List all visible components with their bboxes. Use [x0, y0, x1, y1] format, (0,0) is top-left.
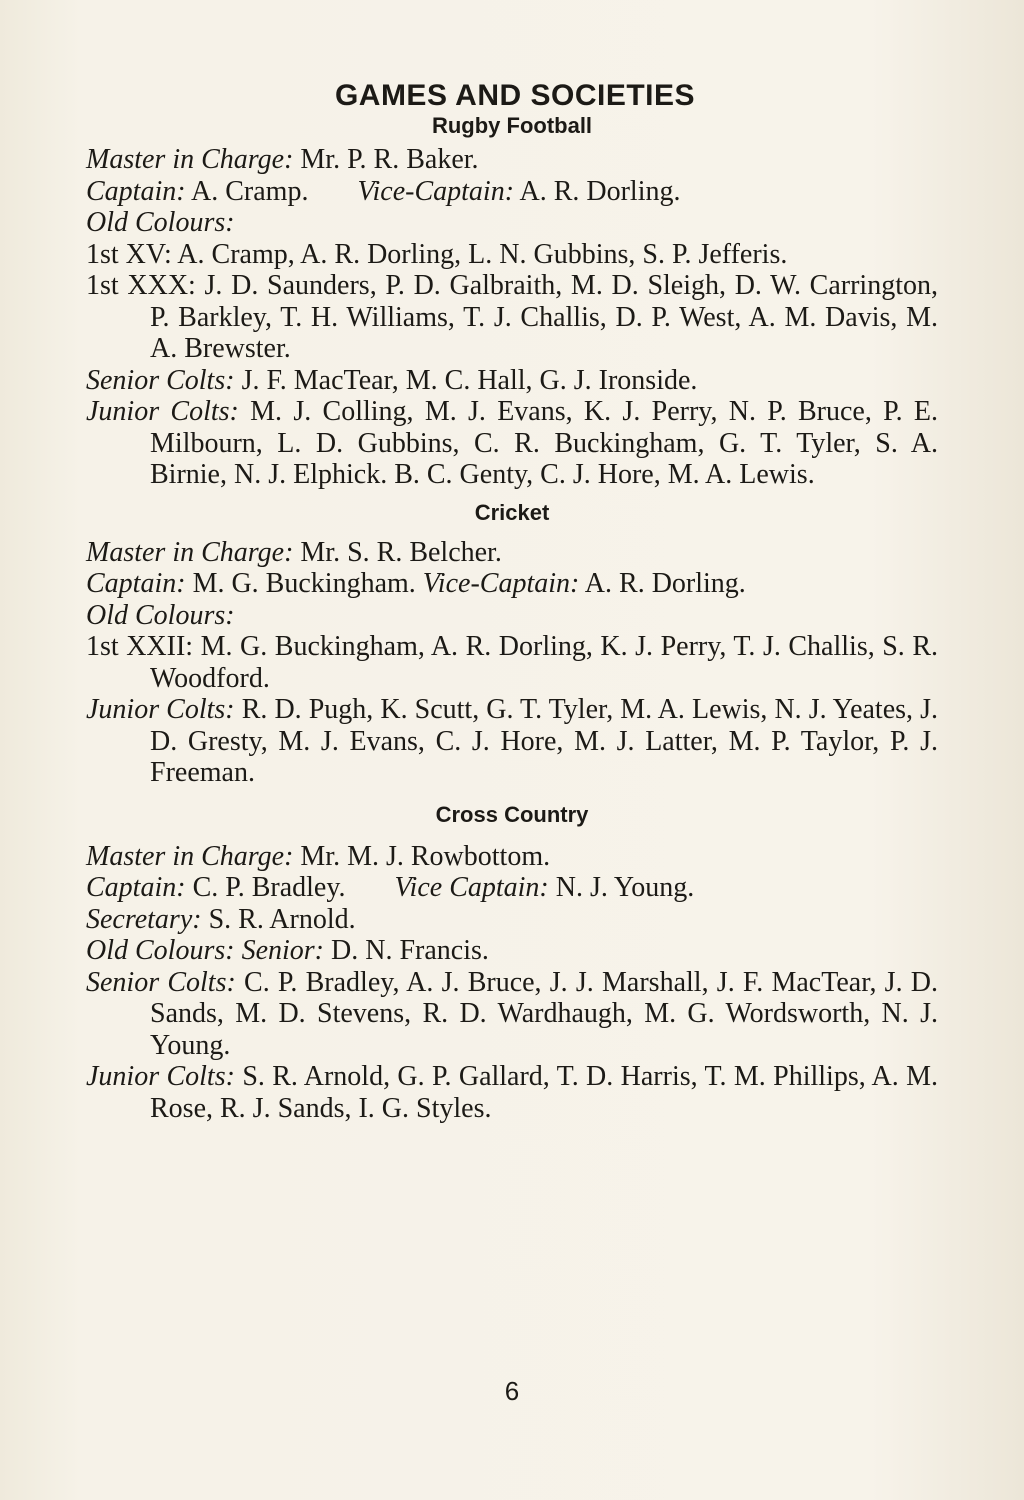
label-captain: Captain:: [86, 872, 186, 903]
label-junior-colts: Junior Colts:: [86, 396, 239, 427]
label-master: Master in Charge:: [86, 840, 294, 872]
label-first-xxx: 1st XXX:: [86, 270, 196, 301]
section-heading-cross-country: Cross Country: [435, 801, 589, 827]
label-master: Master in Charge:: [86, 144, 294, 175]
label-junior-colts: Junior Colts:: [86, 1061, 235, 1092]
value-vice-captain: A. R. Dorling.: [584, 568, 746, 599]
xc-old-colours-line: [86, 935, 938, 967]
rugby-old-colours-line: [86, 207, 938, 239]
label-junior-colts: Junior Colts:: [86, 694, 235, 725]
value-captain: M. G. Buckingham.: [192, 568, 416, 599]
xc-junior-colts-line: [86, 1061, 938, 1124]
section-heading-rugby: Rugby Football: [431, 113, 593, 138]
label-first-xxii: 1st XXII:: [86, 631, 194, 662]
value-senior-colts: J. F. MacTear, M. C. Hall, G. J. Ironside.: [241, 364, 698, 396]
xc-master-line: [86, 841, 938, 873]
value-captain: C. P. Bradley.: [192, 872, 346, 903]
section-heading-cricket: Cricket: [474, 499, 550, 525]
label-old-colours: Old Colours:: [86, 207, 235, 238]
cricket-first-xxii-line: [86, 631, 938, 694]
label-captain: Captain:: [86, 568, 186, 599]
label-vice-captain: Vice-Captain:: [357, 175, 515, 207]
rugby-section: [86, 112, 938, 491]
rugby-master-line: [86, 144, 938, 176]
value-secretary: S. R. Arnold.: [208, 903, 356, 935]
value-captain: A. Cramp.: [191, 175, 309, 207]
rugby-captain-line: [86, 176, 938, 208]
label-master: Master in Charge:: [86, 536, 294, 568]
value-junior-colts: M. J. Colling, M. J. Evans, K. J. Perry, N. P. Bruce, P. E. Milbourn, L. D. Gubbins, C. R. Buckingham, G. T. Tyler, S. A. Birnie, N. J. Elphick. B. C. Genty, C. J. Hore, M. A. Lewis.: [150, 396, 939, 490]
page-content: [86, 78, 938, 1124]
rugby-first-xv-line: [86, 239, 938, 271]
label-old-colours: Old Colours:: [86, 599, 235, 631]
label-secretary: Secretary:: [86, 903, 202, 935]
cricket-old-colours-line: [86, 600, 938, 632]
value-vice-captain: N. J. Young.: [555, 872, 695, 903]
value-first-xxii: M. G. Buckingham, A. R. Dorling, K. J. Perry, T. J. Challis, S. R. Woodford.: [150, 631, 939, 694]
cricket-master-line: [86, 537, 938, 569]
xc-senior-colts-line: [86, 967, 938, 1062]
value-vice-captain: A. R. Dorling.: [519, 175, 681, 207]
label-vice-captain: Vice Captain:: [394, 872, 549, 903]
xc-captain-line: [86, 872, 938, 904]
rugby-junior-colts-line: [86, 396, 938, 491]
rugby-first-xxx-line: [86, 270, 938, 365]
cricket-junior-colts-line: [86, 694, 938, 789]
label-senior-colts: Senior Colts:: [86, 966, 236, 998]
cross-country-section: [86, 801, 938, 1125]
label-vice-captain: Vice-Captain:: [422, 568, 580, 599]
value-first-xxx: J. D. Saunders, P. D. Galbraith, M. D. Sleigh, D. W. Carrington, P. Barkley, T. H. Williams, T. J. Challis, D. P. West, A. M. Davis, M. A. Brewster.: [150, 270, 938, 364]
value-senior-colts: C. P. Bradley, A. J. Bruce, J. J. Marshall, J. F. MacTear, J. D. Sands, M. D. Stevens, R. D. Wardhaugh, M. G. Wordsworth, N. J. Young.: [150, 966, 939, 1061]
xc-secretary-line: [86, 904, 938, 936]
rugby-senior-colts-line: [86, 365, 938, 397]
label-captain: Captain:: [86, 175, 186, 207]
page-title: GAMES AND SOCIETIES: [334, 79, 696, 112]
value-junior-colts: S. R. Arnold, G. P. Gallard, T. D. Harris, T. M. Phillips, A. M. Rose, R. J. Sands, I. G. Styles.: [150, 1061, 939, 1124]
cricket-captain-line: [86, 568, 938, 600]
value-master: Mr. M. J. Rowbottom.: [300, 840, 551, 872]
value-old-colours: D. N. Francis.: [331, 935, 489, 966]
cricket-section: [86, 499, 938, 789]
value-master: Mr. P. R. Baker.: [300, 144, 479, 175]
value-first-xv: A. Cramp, A. R. Dorling, L. N. Gubbins, S. P. Jefferis.: [177, 238, 788, 270]
label-old-colours: Old Colours: Senior:: [86, 935, 324, 966]
value-master: Mr. S. R. Belcher.: [300, 536, 502, 568]
value-junior-colts: R. D. Pugh, K. Scutt, G. T. Tyler, M. A. Lewis, N. J. Yeates, J. D. Gresty, M. J. Evans, C. J. Hore, M. J. Latter, M. P. Taylor, P. J. Freeman.: [150, 694, 938, 788]
page-number: 6: [504, 1376, 520, 1406]
label-first-xv: 1st XV:: [86, 238, 172, 270]
label-senior-colts: Senior Colts:: [86, 364, 235, 396]
